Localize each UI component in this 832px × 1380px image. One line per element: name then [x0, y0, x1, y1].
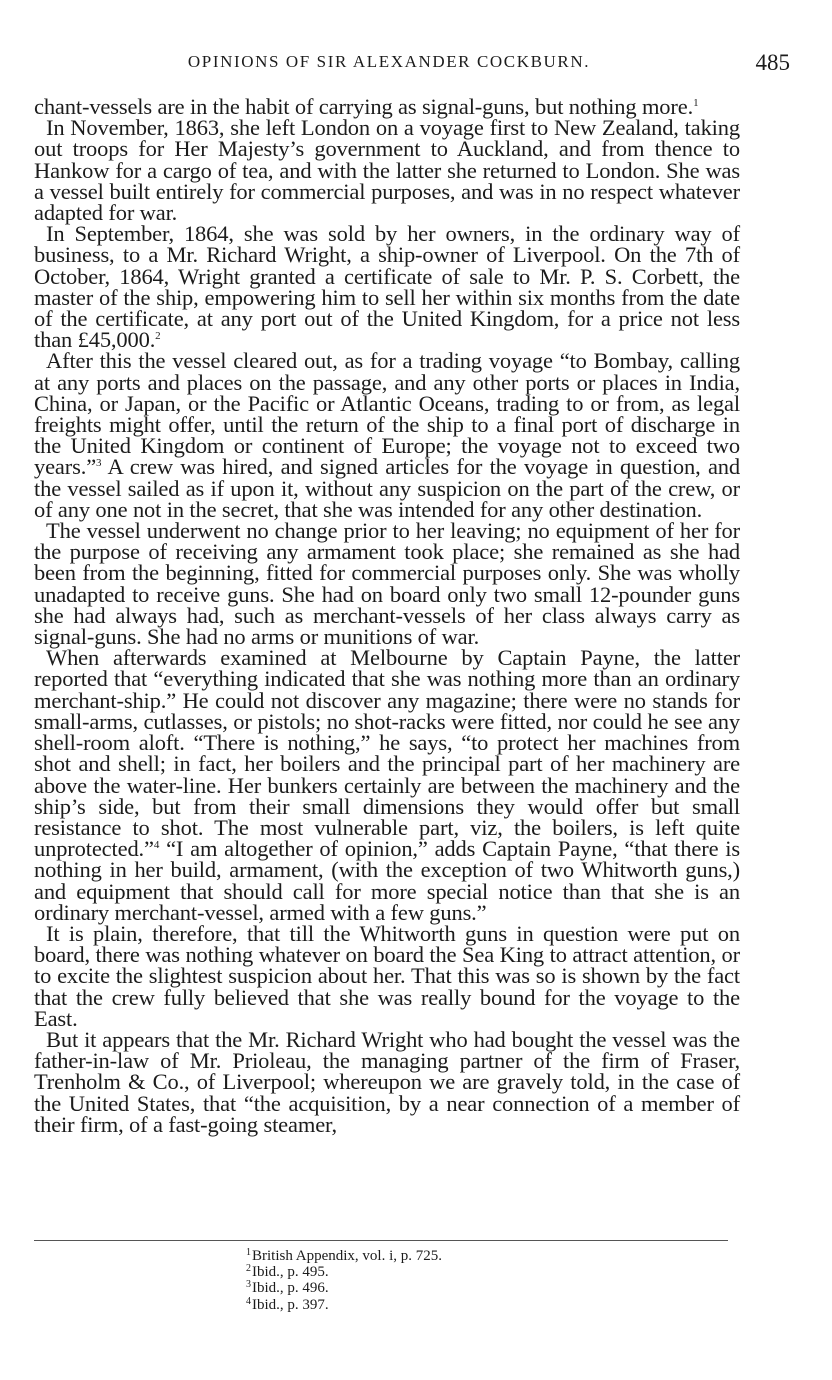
footnote-ref: 3 — [96, 457, 102, 470]
footnote: $^2$Ibid., p. 495. — [246, 1263, 329, 1281]
paragraph: But it appears that the Mr. Richard Wright who had bought the vessel was the father-in-law of Mr. Prioleau, the managing partner of the firm of Fraser, Trenholm & Co., of Liverpool; whereupon we are gravely told, in the case of the United States, that “the acquisition, by a near connection of a member of their firm, of a fast-going steamer, — [34, 1026, 740, 1137]
body-text — [34, 96, 740, 1135]
paragraph: The vessel underwent no change prior to her leaving; no equipment of her for the purpose of receiving any armament took place; she remained as she had been from the beginning, fitted for commercial purposes only. She was wholly unadapted to receive guns. She had on board only two small 12-pounder guns she had always had, such as merchant-vessels of her class always carry as signal-guns. She had no arms or munitions of war. — [34, 518, 740, 650]
paragraph: In November, 1863, she left London on a voyage first to New Zealand, taking out troops for Her Majesty’s government to Auckland, and from thence to Hankow for a cargo of tea, and with the latter she returned to London. She was a vessel built entirely for commercial purposes, and was in no respect whatever adapted for war. — [34, 115, 740, 226]
page-header — [34, 50, 790, 82]
footnote-ref: 4 — [153, 839, 160, 852]
footnote: $^4$Ibid., p. 397. — [246, 1295, 329, 1313]
paragraph: When afterwards examined at Melbourne by Captain Payne, the latter reported that “everything indicated that she was nothing more than an ordinary merchant-ship.” He could not discover any magazine; there were no stands for small-arms, cutlasses, or pistols; no shot-racks were fitted, nor could he see any shell-room aloft. “There is nothing,” he says, “to protect her machines from shot and shell; in fact, her boilers and the principal part of her machinery are above the water-line. Her bunkers certainly are between the machinery and the ship’s side, but from their small dimensions they would offer but small resistance to shot. The most vulnerable part, viz, the boilers, is left quite unprotected.”$^4$ “I am altogether of opinion,” adds Captain Payne, “that there is nothing in her build, armament, (with the exception of two Whitworth guns,) and equipment that should call for more special notice than that she is an ordinary merchant-vessel, armed with a few guns.” — [34, 645, 740, 925]
paragraph: After this the vessel cleared out, as for a trading voyage “to Bombay, calling at any ports and places on the passage, and any other ports or places in India, China, or Japan, or the Pacific or Atlantic Oceans, trading to or from, as legal freights might offer, until the return of the ship to a final port of discharge in the United Kingdom or continent of Europe; the voyage not to exceed two years.”$^3$ A crew was hired, and signed articles for the voyage in question, and the vessel sailed as if upon it, without any suspicion on the part of the crew, or of any one not in the secret, that she was intended for any other destination. — [34, 348, 740, 522]
footnote-ref: 2 — [155, 330, 161, 343]
page-number: 485 — [755, 50, 790, 75]
footnote: $^3$Ibid., p. 496. — [246, 1279, 329, 1297]
paragraph: In September, 1864, she was sold by her owners, in the ordinary way of business, to a Mr. Richard Wright, a ship-owner of Liverpool. On the 7th of October, 1864, Wright granted a certificate of sale to Mr. P. S. Corbett, the master of the ship, empowering him to sell her within six months from the date of the certificate, at any port out of the United Kingdom, for a price not less than £45,000.$^2$ — [34, 221, 740, 353]
paragraph: chant-vessels are in the habit of carrying as signal-guns, but nothing more.$^1$ — [34, 94, 699, 119]
footnote-divider — [34, 1240, 728, 1241]
footnote: $^1$British Appendix, vol. i, p. 725. — [246, 1247, 443, 1264]
footnotes — [246, 1248, 746, 1313]
running-head: OPINIONS OF SIR ALEXANDER COCKBURN. — [187, 52, 591, 71]
footnote-ref: 1 — [693, 97, 699, 109]
paragraph: It is plain, therefore, that till the Whitworth guns in question were put on board, there was nothing whatever on board the Sea King to attract attention, or to excite the slightest suspicion about her. That this was so is shown by the fact that the crew fully believed that she was really bound for the voyage to the East. — [34, 920, 740, 1031]
